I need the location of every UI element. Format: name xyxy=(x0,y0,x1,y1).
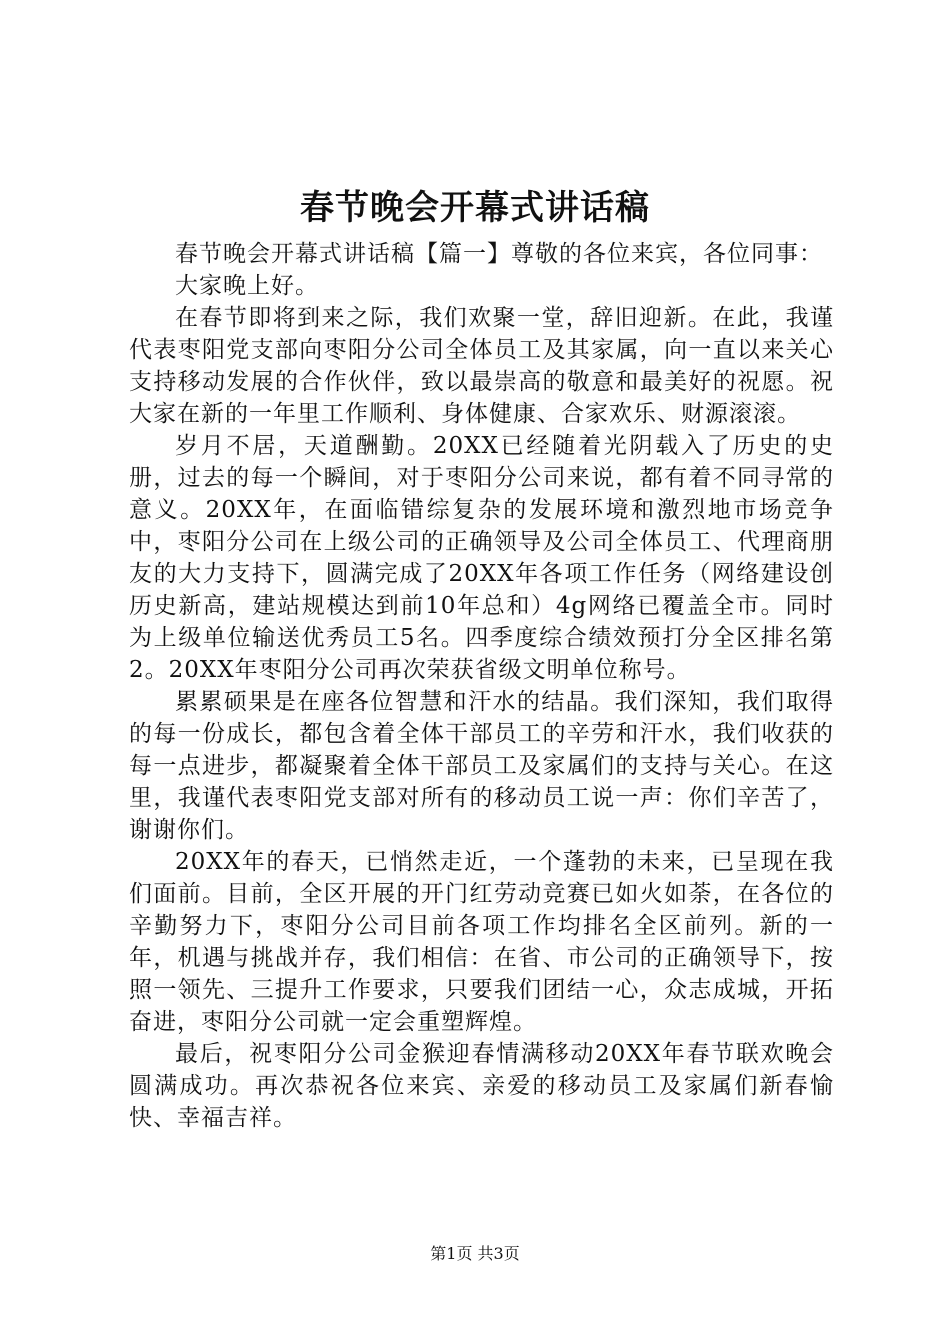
paragraph-6: 20XX年的春天，已悄然走近，一个蓬勃的未来，已呈现在我们面前。目前，全区开展的开门红劳动竞赛已如火如荼，在各位的辛勤努力下，枣阳分公司目前各项工作均排名全区前列。新的一年，机遇与挑战并存，我们相信：在省、市公司的正确领导下，按照一领先、三提升工作要求，只要我们团结一心，众志成城，开拓奋进，枣阳分公司就一定会重塑辉煌。 xyxy=(129,849,834,1035)
page-number-footer: 第1页 共3页 xyxy=(430,1244,520,1263)
paragraph-3: 在春节即将到来之际，我们欢聚一堂，辞旧迎新。在此，我谨代表枣阳党支部向枣阳分公司全体员工及其家属，向一直以来关心支持移动发展的合作伙伴，致以最崇高的敬意和最美好的祝愿。祝大家在新的一年里工作顺利、身体健康、合家欢乐、财源滚滚。 xyxy=(129,305,834,427)
paragraph-7: 最后，祝枣阳分公司金猴迎春情满移动20XX年春节联欢晚会圆满成功。再次恭祝各位来宾、亲爱的移动员工及家属们新春愉快、幸福吉祥。 xyxy=(129,1041,834,1131)
paragraph-2: 大家晚上好。 xyxy=(175,273,319,299)
paragraph-1: 春节晚会开幕式讲话稿【篇一】尊敬的各位来宾，各位同事： xyxy=(175,241,823,267)
document-body xyxy=(129,238,834,1134)
paragraph-4: 岁月不居，天道酬勤。20XX已经随着光阴载入了历史的史册，过去的每一个瞬间，对于枣阳分公司来说，都有着不同寻常的意义。20XX年，在面临错综复杂的发展环境和激烈地市场竞争中，枣阳分公司在上级公司的正确领导及公司全体员工、代理商朋友的大力支持下，圆满完成了20XX年各项工作任务（网络建设创历史新高，建站规模达到前10年总和）4g网络已覆盖全市。同时为上级单位输送优秀员工5名。四季度综合绩效预打分全区排名第2。20XX年枣阳分公司再次荣获省级文明单位称号。 xyxy=(129,433,834,683)
paragraph-5: 累累硕果是在座各位智慧和汗水的结晶。我们深知，我们取得的每一份成长，都包含着全体干部员工的辛劳和汗水，我们收获的每一点进步，都凝聚着全体干部员工及家属们的支持与关心。在这里，我谨代表枣阳党支部对所有的移动员工说一声：你们辛苦了，谢谢你们。 xyxy=(129,689,834,843)
document-title: 春节晚会开幕式讲话稿 xyxy=(300,188,650,228)
